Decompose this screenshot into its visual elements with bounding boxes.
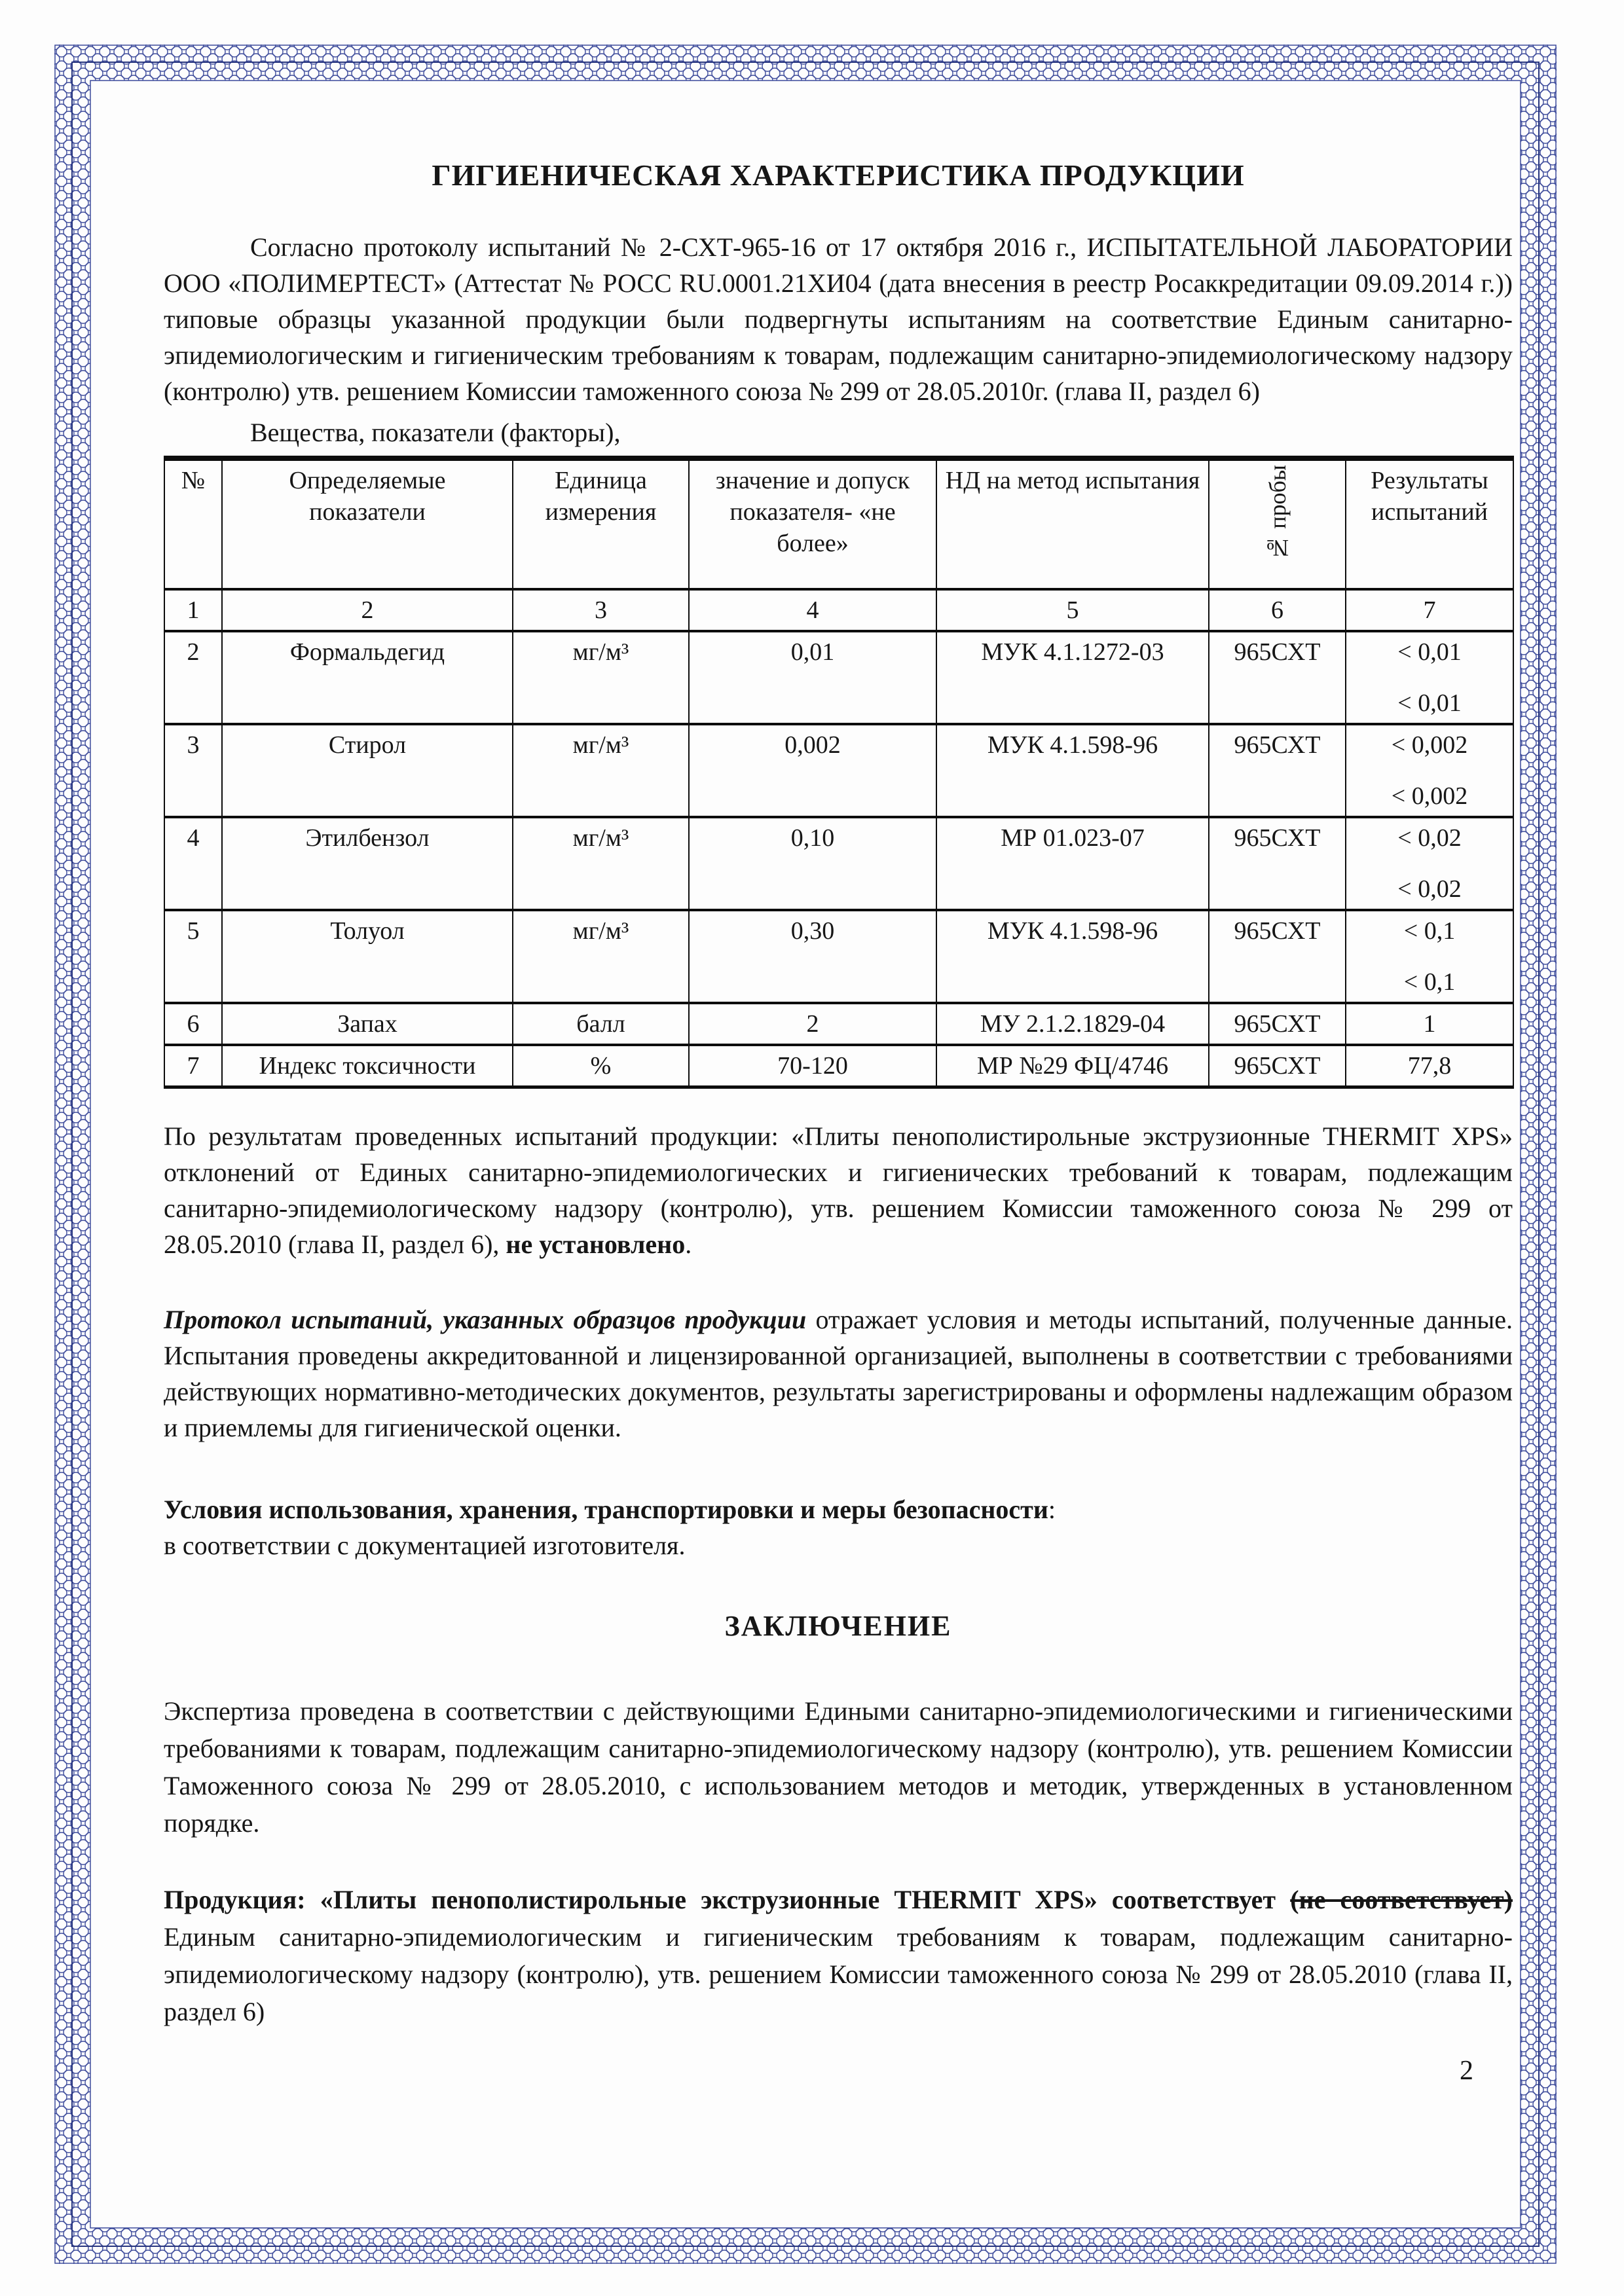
protocol-emphasis: Протокол испытаний, указанных образцов продукции (164, 1305, 807, 1334)
table-row (164, 631, 1513, 724)
result-line: < 0,1 (1403, 968, 1456, 996)
row-number-cell: 2 (164, 631, 222, 724)
result-line: < 0,002 (1391, 731, 1468, 759)
header-cell-num: № (164, 458, 222, 589)
table-header-row (164, 458, 1513, 589)
result-line: < 0,002 (1391, 782, 1468, 810)
method-cell: МР 01.023-07 (936, 817, 1209, 910)
table-row (164, 817, 1513, 910)
col-num: 1 (164, 589, 222, 631)
results-emphasis: не установлено (506, 1230, 686, 1259)
expertise-paragraph: Экспертиза проведена в соответствии с действующими Едиными санитарно-эпидемиологическими и гигиеническими требованиями к товарам, подлежащим санитарно-эпидемиологическому надзору (контролю), утв. решением Комиссии Таможенного союза № 299 от 28.05.2010, с использованием методов и методик, утвержденных в установленном порядке. (164, 1696, 1513, 1838)
substance-name-cell: Толуол (222, 910, 513, 1003)
results-cell (1346, 631, 1513, 724)
header-cell-sample (1209, 458, 1346, 589)
conditions-body: в соответствии с документацией изготовителя. (164, 1531, 686, 1560)
col-num: 5 (936, 589, 1209, 631)
conformity-struck: (не соответствует) (1290, 1885, 1513, 1914)
conditions-section (164, 1491, 1513, 1563)
header-cell-unit: Единица измерения (513, 458, 689, 589)
result-line: 1 (1423, 1010, 1436, 1038)
unit-cell: мг/м³ (513, 910, 689, 1003)
method-cell: МУК 4.1.1272-03 (936, 631, 1209, 724)
results-paragraph (164, 1118, 1513, 1262)
col-num: 2 (222, 589, 513, 631)
results-cell (1346, 910, 1513, 1003)
col-num: 7 (1346, 589, 1513, 631)
result-line: 77,8 (1407, 1052, 1452, 1080)
table-row (164, 910, 1513, 1003)
substance-name-cell: Запах (222, 1003, 513, 1045)
header-cell-indicators: Определяемые показатели (222, 458, 513, 589)
row-number-cell: 4 (164, 817, 222, 910)
header-cell-results: Результаты испытаний (1346, 458, 1513, 589)
product-conformity-paragraph (164, 1881, 1513, 2030)
results-cell (1346, 817, 1513, 910)
substance-name-cell: Формальдегид (222, 631, 513, 724)
conformity-status: соответствует (1111, 1885, 1291, 1914)
page-number: 2 (1460, 2056, 1473, 2086)
protocol-body: отражает условия и методы испытаний, полученные данные. Испытания проведены аккредитованной и лицензированной организацией, выполнены в соответствии с требованиями действующих нормативно-методических документов, результаты зарегистрированы и оформлены надлежащим образом и приемлемы для гигиенической оценки. (164, 1305, 1513, 1442)
header-cell-limit: значение и допуск показателя- «не более» (689, 458, 936, 589)
results-cell (1346, 1045, 1513, 1087)
sample-cell: 965СХТ (1209, 1045, 1346, 1087)
unit-cell: % (513, 1045, 689, 1087)
protocol-paragraph (164, 1302, 1513, 1446)
result-line: < 0,01 (1397, 689, 1462, 717)
limit-cell: 2 (689, 1003, 936, 1045)
row-number-cell: 5 (164, 910, 222, 1003)
unit-cell: мг/м³ (513, 724, 689, 817)
unit-cell: мг/м³ (513, 817, 689, 910)
sample-cell: 965СХТ (1209, 631, 1346, 724)
row-number-cell: 7 (164, 1045, 222, 1087)
method-cell: МУК 4.1.598-96 (936, 910, 1209, 1003)
result-line: < 0,01 (1397, 638, 1462, 666)
conditions-colon: : (1048, 1495, 1056, 1524)
sample-cell: 965СХТ (1209, 910, 1346, 1003)
limit-cell: 0,10 (689, 817, 936, 910)
results-cell (1346, 724, 1513, 817)
intro-paragraph: Согласно протоколу испытаний № 2-СХТ-965-16 от 17 октября 2016 г., ИСПЫТАТЕЛЬНОЙ ЛАБОРАТОРИИ ООО «ПОЛИМЕРТЕСТ» (Аттестат № РОСС RU.0001.21ХИ04 (дата внесения в реестр Росаккредитации 09.09.2014 г.)) типовые образцы указанной продукции были подвергнуты испытаниям на соответствие Единым санитарно-эпидемиологическим и гигиеническим требованиям к товарам, подлежащим санитарно-эпидемиологическому надзору (контролю) утв. решением Комиссии таможенного союза № 299 от 28.05.2010г. (глава II, раздел 6) (164, 232, 1513, 406)
table-row (164, 1003, 1513, 1045)
document-content (164, 79, 1513, 2089)
substance-name-cell: Индекс токсичности (222, 1045, 513, 1087)
table-row (164, 1045, 1513, 1087)
limit-cell: 0,002 (689, 724, 936, 817)
results-lead: По результатам проведенных испытаний продукции: «Плиты пенополистирольные экструзионные THERMIT XPS» отклонений от Единых санитарно-эпидемиологических и гигиенических требований к товарам, подлежащим санитарно-эпидемиологическому надзору (контролю), утв. решением Комиссии таможенного союза № 299 от 28.05.2010 (глава II, раздел 6), (164, 1121, 1513, 1259)
header-cell-method: НД на метод испытания (936, 458, 1209, 589)
sample-cell: 965СХТ (1209, 817, 1346, 910)
table-row (164, 724, 1513, 817)
page-title: ГИГИЕНИЧЕСКАЯ ХАРАКТЕРИСТИКА ПРОДУКЦИИ (432, 158, 1245, 192)
sample-cell: 965СХТ (1209, 724, 1346, 817)
result-line: < 0,1 (1403, 917, 1456, 945)
conditions-heading: Условия использования, хранения, транспортировки и меры безопасности (164, 1495, 1048, 1524)
col-num: 4 (689, 589, 936, 631)
result-line: < 0,02 (1397, 875, 1462, 903)
conclusion-heading: ЗАКЛЮЧЕНИЕ (724, 1610, 952, 1642)
table-caption: Вещества, показатели (факторы), (250, 418, 621, 447)
method-cell: МУ 2.1.2.1829-04 (936, 1003, 1209, 1045)
conformity-product-bold: Продукция: «Плиты пенополистирольные экструзионные THERMIT XPS» (164, 1885, 1112, 1914)
row-number-cell: 6 (164, 1003, 222, 1045)
results-tail: . (685, 1230, 692, 1259)
result-line: < 0,02 (1397, 824, 1462, 852)
results-cell (1346, 1003, 1513, 1045)
sample-cell: 965СХТ (1209, 1003, 1346, 1045)
conformity-tail: Единым санитарно-эпидемиологическим и гигиеническим требованиям к товарам, подлежащим санитарно-эпидемиологическому надзору (контролю), утв. решением Комиссии таможенного союза № 299 от 28.05.2010 (глава II, раздел 6) (164, 1922, 1513, 2026)
limit-cell: 0,30 (689, 910, 936, 1003)
unit-cell: мг/м³ (513, 631, 689, 724)
column-numbers-row (164, 589, 1513, 631)
method-cell: МР №29 ФЦ/4746 (936, 1045, 1209, 1087)
limit-cell: 0,01 (689, 631, 936, 724)
substance-name-cell: Этилбензол (222, 817, 513, 910)
col-num: 3 (513, 589, 689, 631)
sample-header-vertical-text: № пробы (1264, 465, 1291, 561)
substances-table (164, 456, 1514, 1089)
method-cell: МУК 4.1.598-96 (936, 724, 1209, 817)
unit-cell: балл (513, 1003, 689, 1045)
col-num: 6 (1209, 589, 1346, 631)
substance-name-cell: Стирол (222, 724, 513, 817)
row-number-cell: 3 (164, 724, 222, 817)
limit-cell: 70-120 (689, 1045, 936, 1087)
